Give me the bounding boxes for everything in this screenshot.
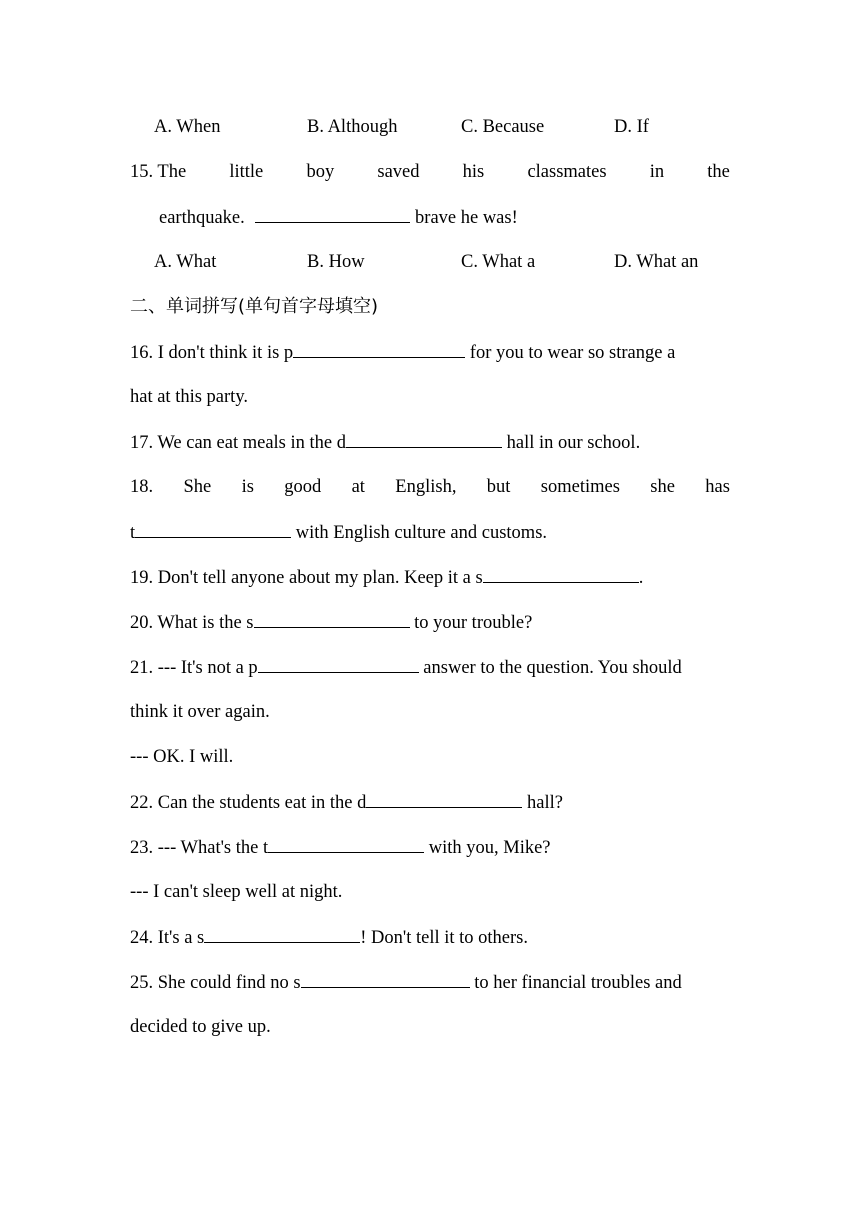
q19-answer-blank[interactable] <box>483 564 639 583</box>
q18-text-after: with English culture and customs. <box>291 523 548 543</box>
q15-answer-blank[interactable] <box>255 204 410 223</box>
q18-word: has <box>705 477 730 497</box>
q21-line2: think it over again. <box>130 702 270 722</box>
q16-line1 <box>130 339 730 365</box>
q15-option-d: D. What an <box>614 252 699 272</box>
q18-word: she <box>650 477 675 497</box>
q19-text-after: . <box>638 568 644 588</box>
q18-word: English, <box>395 477 457 497</box>
q18-line1 <box>130 474 730 500</box>
q20-text-before: 20. What is the s <box>130 613 254 633</box>
q14-option-a: A. When <box>154 117 221 137</box>
q15-word: classmates <box>527 162 607 182</box>
q14-options <box>130 114 730 140</box>
q18-word: sometimes <box>540 477 620 497</box>
q25-line1 <box>130 969 730 995</box>
q22-text-after: hall? <box>522 793 563 813</box>
q25-text-before: 25. She could find no s <box>130 973 301 993</box>
q23-line1 <box>130 834 730 860</box>
q15-option-c: C. What a <box>461 252 536 272</box>
q15-word: in <box>649 162 665 182</box>
q22-text-before: 22. Can the students eat in the d <box>130 793 367 813</box>
q18-text-before: t <box>130 523 136 543</box>
q18-line2 <box>130 519 730 545</box>
q17-text-before: 17. We can eat meals in the d <box>130 433 346 453</box>
q14-option-c: C. Because <box>461 117 545 137</box>
q23-text-before: 23. --- What's the t <box>130 838 269 858</box>
q21-line3: --- OK. I will. <box>130 747 234 767</box>
q17-answer-blank[interactable] <box>346 429 502 448</box>
q16-answer-blank[interactable] <box>293 339 465 358</box>
q15-text-after: brave he was! <box>410 208 518 228</box>
q23-answer-blank[interactable] <box>268 834 424 853</box>
q22-line <box>130 789 730 815</box>
q15-line1 <box>130 159 730 185</box>
q18-word: good <box>284 477 322 497</box>
q23-line2: --- I can't sleep well at night. <box>130 882 343 902</box>
section-title: 二、单词拼写(单句首字母填空) <box>130 296 379 317</box>
q15-word: saved <box>377 162 420 182</box>
q16-line2: hat at this party. <box>130 387 248 407</box>
q15-text-before: earthquake. <box>159 208 250 228</box>
q20-answer-blank[interactable] <box>254 609 410 628</box>
q15-word: his <box>462 162 485 182</box>
q15-word: boy <box>306 162 335 182</box>
q17-text-after: hall in our school. <box>501 433 641 453</box>
q17-line <box>130 429 730 455</box>
q24-line <box>130 924 730 950</box>
q15-option-a: A. What <box>154 252 217 272</box>
q15-word: the <box>707 162 730 182</box>
q16-text-before: 16. I don't think it is p <box>130 343 294 363</box>
q16-text-after: for you to wear so strange a <box>465 343 676 363</box>
q21-answer-blank[interactable] <box>258 654 419 673</box>
q21-text-before: 21. --- It's not a p <box>130 658 258 678</box>
q25-answer-blank[interactable] <box>301 969 470 988</box>
q19-text-before: 19. Don't tell anyone about my plan. Keep it a s <box>130 568 483 588</box>
q22-answer-blank[interactable] <box>366 789 522 808</box>
q24-answer-blank[interactable] <box>204 924 360 943</box>
q19-line <box>130 564 730 590</box>
q18-word: is <box>241 477 254 497</box>
q21-line1 <box>130 654 730 680</box>
q24-text-before: 24. It's a s <box>130 928 205 948</box>
q15-word: little <box>229 162 264 182</box>
q20-line <box>130 609 730 635</box>
q18-word: She <box>183 477 212 497</box>
q23-text-after: with you, Mike? <box>424 838 551 858</box>
q25-line2: decided to give up. <box>130 1017 271 1037</box>
q15-options <box>130 249 730 275</box>
q15-option-b: B. How <box>307 252 365 272</box>
q14-option-b: B. Although <box>307 117 398 137</box>
q15-line2 <box>159 204 730 230</box>
q18-word: 18. <box>130 477 154 497</box>
q21-text-after: answer to the question. You should <box>418 658 682 678</box>
q18-word: but <box>486 477 511 497</box>
q18-answer-blank[interactable] <box>135 519 291 538</box>
q14-option-d: D. If <box>614 117 649 137</box>
q20-text-after: to your trouble? <box>409 613 533 633</box>
q25-text-after: to her financial troubles and <box>469 973 682 993</box>
q24-text-after: ! Don't tell it to others. <box>360 928 529 948</box>
q15-word: 15. The <box>130 162 187 182</box>
q18-word: at <box>351 477 365 497</box>
